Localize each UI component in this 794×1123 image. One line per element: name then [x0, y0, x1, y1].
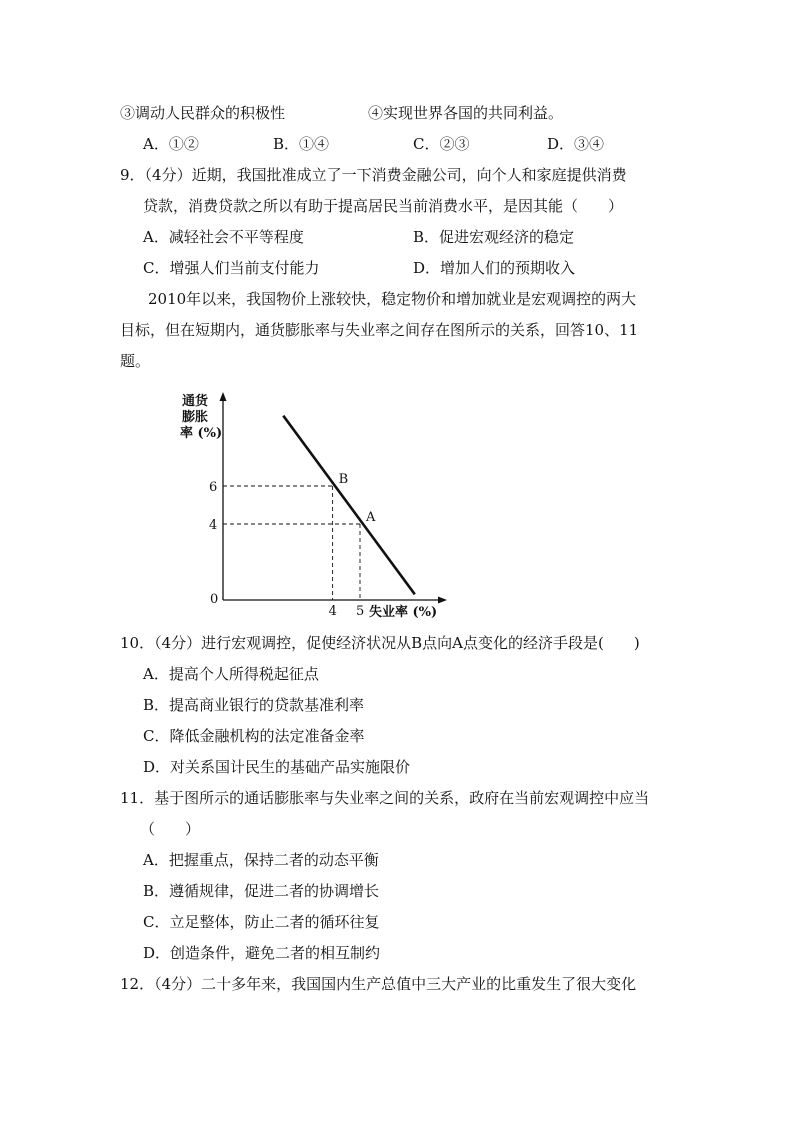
q11-option-c: C．立足整体，防止二者的循环往复 — [143, 913, 380, 931]
q10-option-c: C．降低金融机构的法定准备金率 — [143, 727, 365, 745]
q11-option-a: A．把握重点，保持二者的动态平衡 — [143, 851, 379, 869]
q10-stem: 10．（4分）进行宏观调控，促使经济状况从B点向A点变化的经济手段是( ) — [120, 634, 640, 652]
q10-option-b: B．提高商业银行的贷款基准利率 — [143, 696, 365, 714]
intro-line2: 目标，但在短期内，通货膨胀率与失业率之间存在图所示的关系，回答10、11 — [120, 321, 639, 339]
q11-stem: 11．基于图所示的通话膨胀率与失业率之间的关系，政府在当前宏观调控中应当 — [120, 789, 650, 807]
q11-answer-paren: （ ） — [140, 820, 201, 838]
q8-item-4: ④实现世界各国的共同利益。 — [368, 104, 564, 122]
x-axis-arrow — [438, 597, 447, 604]
q9-option-b: B．促进宏观经济的稳定 — [413, 228, 575, 246]
intro-line1: 2010年以来，我国物价上涨较快，稳定物价和增加就业是宏观调控的两大 — [148, 290, 637, 308]
q9-stem-line1: 9．（4分）近期，我国批准成立了一下消费金融公司，向个人和家庭提供消费 — [120, 166, 627, 184]
y-tick-label: 6 — [209, 480, 218, 495]
q9-option-c: C．增强人们当前支付能力 — [143, 259, 320, 277]
y-axis-arrow — [220, 392, 227, 401]
q10-option-a: A．提高个人所得税起征点 — [143, 665, 319, 683]
q8-option-b: B．①④ — [273, 135, 330, 153]
origin-label: 0 — [210, 592, 219, 607]
q9-stem-line2: 贷款，消费贷款之所以有助于提高居民当前消费水平，是因其能（ ） — [143, 197, 624, 215]
phillips-curve-chart — [170, 388, 460, 620]
q9-option-d: D．增加人们的预期收入 — [413, 259, 576, 277]
point-b-label: B — [338, 472, 349, 487]
x-tick-label: 4 — [328, 604, 337, 619]
y-axis-label-line2: 膨胀 — [182, 410, 209, 425]
y-axis-label — [180, 393, 222, 441]
q12-stem: 12．（4分）二十多年来，我国国内生产总值中三大产业的比重发生了很大变化 — [120, 975, 637, 993]
x-tick-label: 5 — [356, 604, 365, 619]
q9-option-a: A．减轻社会不平等程度 — [143, 228, 304, 246]
intro-line3: 题。 — [120, 352, 151, 370]
x-axis-label: 失业率 (%) — [369, 605, 438, 620]
q11-option-d: D．创造条件，避免二者的相互制约 — [143, 944, 381, 962]
tradeoff-curve — [283, 416, 415, 595]
q10-option-d: D．对关系国计民生的基础产品实施限价 — [143, 758, 411, 776]
y-tick-label: 4 — [209, 518, 218, 533]
q8-option-d: D．③④ — [547, 135, 605, 153]
y-axis-label-line1: 通货 — [182, 394, 209, 409]
point-a-label: A — [366, 510, 376, 525]
q8-option-c: C．②③ — [413, 135, 470, 153]
q8-option-a: A．①② — [143, 135, 199, 153]
y-axis-label-line3: 率 (%) — [180, 426, 223, 441]
q11-option-b: B．遵循规律，促进二者的协调增长 — [143, 882, 380, 900]
q8-item-3: ③调动人民群众的积极性 — [120, 104, 286, 122]
